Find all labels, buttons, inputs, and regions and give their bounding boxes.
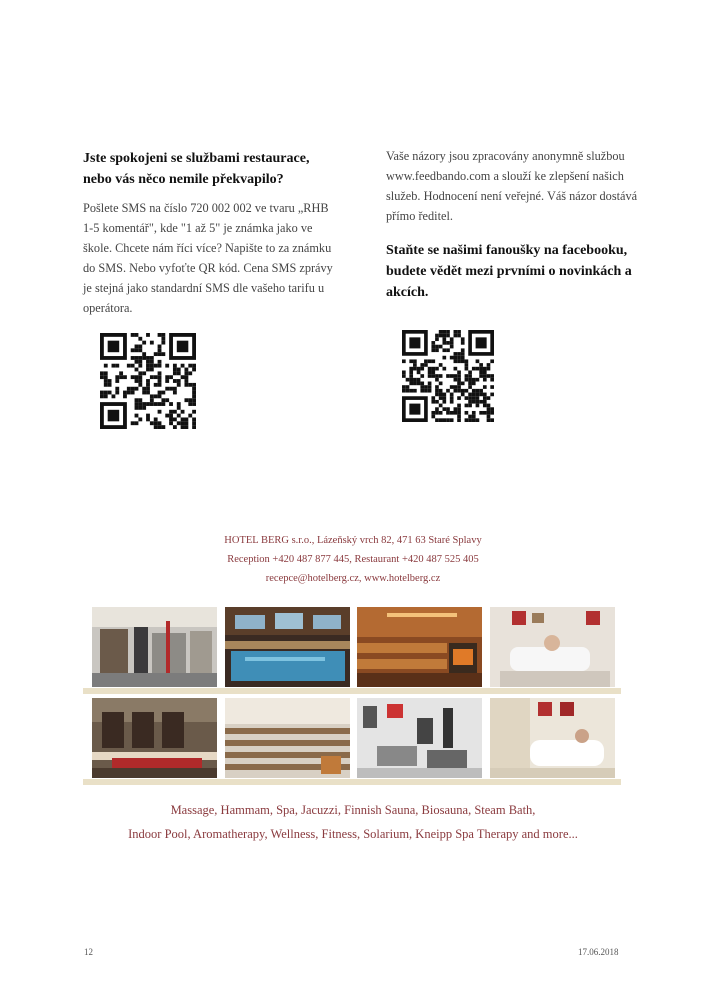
photo-restaurant-dining [92,698,217,778]
left-column [83,148,358,318]
photo-sauna [357,607,482,687]
feedback-body-line: www.feedbando.com a slouží ke zlepšení našich [386,169,624,183]
contact-email-web: recepce@hotelberg.cz, www.hotelberg.cz [265,573,441,584]
qr-code-sms[interactable] [100,333,196,429]
photo-kneipp-bath [490,698,615,778]
sms-body-line: škole. Chcete nám říci více? Napište to za známku [83,241,332,255]
qr-code-facebook[interactable] [402,330,494,422]
page-date: 17.06.2018 [578,947,619,957]
sms-heading-line2: nebo vás něco nemile překvapilo? [83,172,284,187]
photo-conference-room [225,698,350,778]
facebook-heading-line: budete vědět mezi prvními o novinkách a [386,264,632,279]
feedback-body-line: Vaše názory jsou zpracovány anonymně službou [386,149,625,163]
sms-heading-line1: Jste spokojeni se službami restaurace, [83,151,310,166]
page-number: 12 [84,947,93,957]
facebook-heading-line: akcích. [386,285,429,300]
feedback-body-line: služeb. Hodnocení není veřejné. Váš názor dostává [386,189,638,203]
photo-restaurant-entrance [92,607,217,687]
photo-fitness-room [357,698,482,778]
sms-body-line: Pošlete SMS na číslo 720 002 002 ve tvaru „RHB [83,201,329,215]
sms-body-line: je stejná jako standardní SMS dle vašeho tarifu u [83,281,325,295]
photo-strip-bottom-band [83,779,621,785]
facebook-heading-line: Staňte se našimi fanoušky na facebooku, [386,243,628,258]
photo-indoor-pool [225,607,350,687]
sms-body-line: do SMS. Nebo vyfoťte QR kód. Cena SMS zprávy [83,261,333,275]
contact-address: HOTEL BERG s.r.o., Lázeňský vrch 82, 471 63 Staré Splavy [224,535,482,546]
sms-body-line: operátora. [83,301,133,315]
services-line2: Indoor Pool, Aromatherapy, Wellness, Fitness, Solarium, Kneipp Spa Therapy and more... [128,827,578,841]
feedback-body-line: přímo ředitel. [386,209,453,223]
sms-body-line: 1-5 komentář", kde "1 až 5" je známka jako ve [83,221,313,235]
contact-phones: Reception +420 487 877 445, Restaurant +420 487 525 405 [227,554,479,565]
photo-strip-top-band [83,688,621,694]
right-column [386,146,676,303]
photo-massage-room [490,607,615,687]
services-line1: Massage, Hammam, Spa, Jacuzzi, Finnish Sauna, Biosauna, Steam Bath, [170,803,536,817]
